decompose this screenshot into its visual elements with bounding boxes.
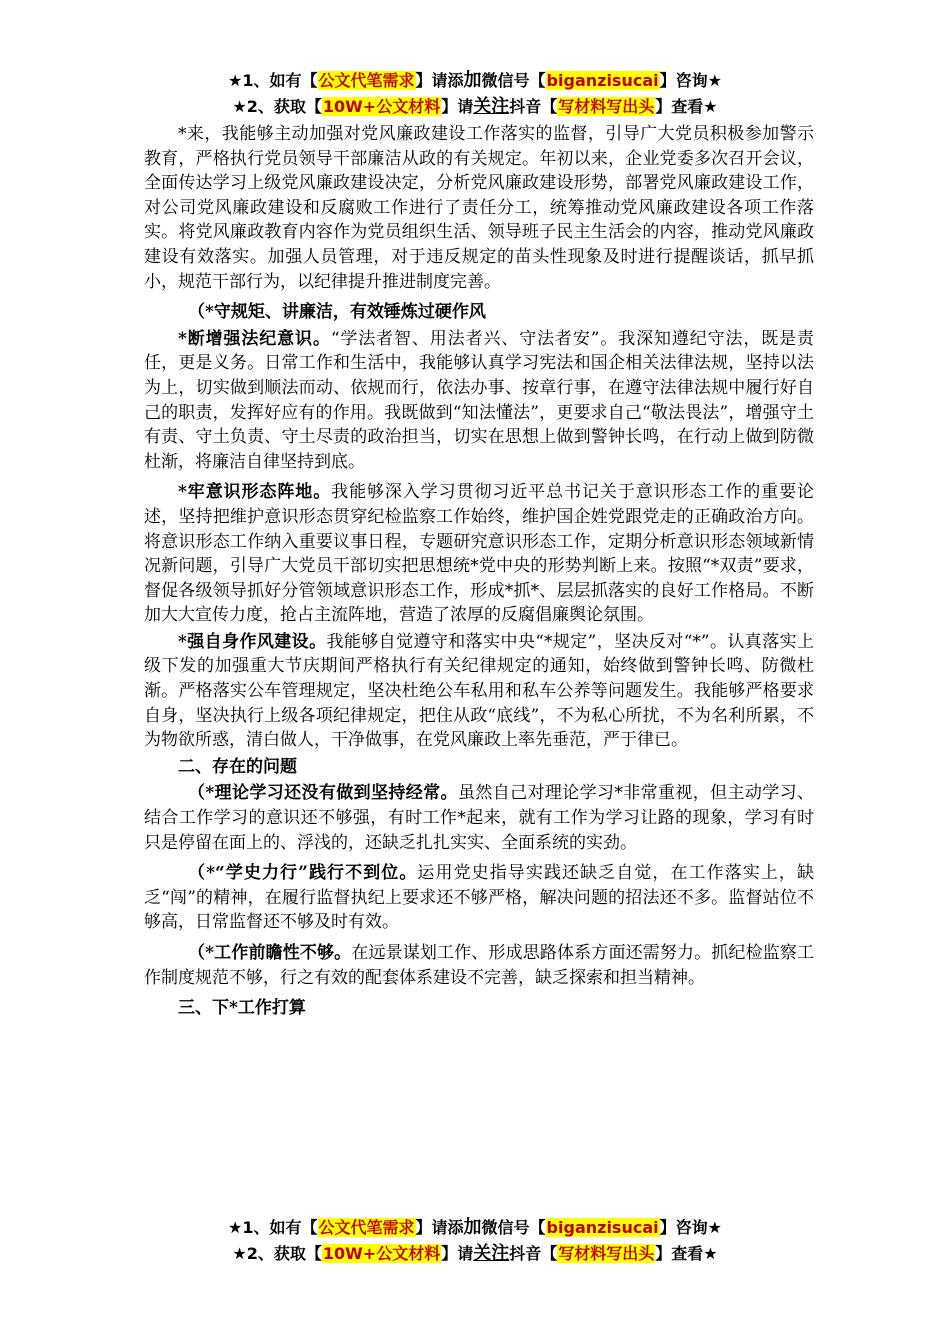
- banner-line-2: ★2、获取【10W+公文材料】请关注抖音【写材料写出头】查看★: [232, 96, 718, 117]
- highlight-service: 公文代笔需求: [318, 71, 415, 90]
- banner-line-1: ★1、如有【公文代笔需求】请添加微信号【biganzisucai】咨询★: [228, 70, 722, 91]
- section-heading: 三、下*工作打算: [178, 998, 306, 1019]
- paragraph: *强自身作风建设。我能够自觉遵守和落实中央“*规定”，坚决反对“*”。认真落实上级下发的加强重大节庆期间严格执行有关纪律规定的通知，始终做到警钟长鸣、防微杜渐。严格落实公车管理规定，坚决杜绝公车私用和私车公养等问题发生。我能够严格要求自身，坚决执行上级各项纪律规定，把住从政“底线”，不为私心所扰，不为名利所累，不为物欲所惑，清白做人，干净做事，在党风廉政上率先垂范，严于律已。: [144, 631, 815, 751]
- paragraph: *来，我能够主动加强对党风廉政建设工作落实的监督，引导广大党员积极参加警示教育，严格执行党员领导干部廉洁从政的有关规定。年初以来，企业党委多次召开会议，全面传达学习上级党风廉政建设决定，分析党风廉政建设形势，部署党风廉政建设工作，对公司党风廉政建设和反腐败工作进行了责任分工，统筹推动党风廉政建设各项工作落实。将党风廉政教育内容作为党员组织生活、领导班子民主生活会的内容，推动党风廉政建设有效落实。加强人员管理，对于违反规定的苗头性现象及时进行提醒谈话，抓早抓小，规范干部行为，以纪律提升推进制度完善。: [144, 124, 814, 292]
- paragraph: （*“学史力行”践行不到位。运用党史指导实践还缺乏自觉，在工作落实上，缺乏“闯”的精神，在履行监督执纪上要求还不够严格，解决问题的招法还不多。监督站位不够高，日常监督还不够及时有效。: [144, 863, 814, 933]
- highlight-wechat-id: biganzisucai: [546, 1218, 659, 1237]
- section-heading: （*守规矩、讲廉洁，有效锤炼过硬作风: [188, 302, 486, 323]
- paragraph: （*理论学习还没有做到坚持经常。虽然自己对理论学习*非常重视，但主动学习、结合工作学习的意识还不够强，有时工作*起来，就有工作为学习让路的现象，学习有时只是停留在面上的、浮浅的，还缺乏扎扎实实、全面系统的实劲。: [144, 783, 815, 853]
- header-banner: [0, 68, 950, 120]
- section-heading: 二、存在的问题: [178, 756, 297, 777]
- document-body: [144, 122, 814, 1021]
- footer-banner: [0, 1215, 950, 1267]
- highlight-materials: 10W+公文材料: [322, 1244, 441, 1263]
- paragraph: *断增强法纪意识。“学法者智、用法者兴、守法者安”。我深知遵纪守法，既是责任，更是义务。日常工作和生活中，我能够认真学习宪法和国企相关法律法规，坚持以法为上，切实做到顺法而动、依规而行，依法办事、按章行事，在遵守法律法规中履行好自己的职责，发挥好应有的作用。我既做到“知法懂法”，更要求自己“敬法畏法”，增强守土有责、守土负责、守土尽责的政治担当，切实在思想上做到警钟长鸣，在行动上做到防微杜渐，将廉洁自律坚持到底。: [144, 328, 814, 472]
- highlight-service: 公文代笔需求: [318, 1218, 415, 1237]
- highlight-materials: 10W+公文材料: [322, 97, 441, 116]
- banner-line-2: ★2、获取【10W+公文材料】请关注抖音【写材料写出头】查看★: [232, 1243, 718, 1264]
- highlight-douyin-account: 写材料写出头: [558, 1244, 655, 1263]
- paragraph: （*工作前瞻性不够。在远景谋划工作、形成思路体系方面还需努力。抓纪检监察工作制度规范不够，行之有效的配套体系建设不完善，缺乏探索和担当精神。: [144, 943, 815, 988]
- highlight-douyin-account: 写材料写出头: [558, 97, 655, 116]
- paragraph: *牢意识形态阵地。我能够深入学习贯彻习近平总书记关于意识形态工作的重要论述，坚持把维护意识形态贯穿纪检监察工作始终，维护国企姓党跟党走的正确政治方向。将意识形态工作纳入重要议事日程，专题研究意识形态工作，定期分析意识形态领域新情况新问题，引导广大党员干部切实把思想统*党中央的形势判断上来。按照“*双责”要求，督促各级领导抓好分管领域意识形态工作，形成*抓*、层层抓落实的良好工作格局。不断加大大宣传力度，抢占主流阵地，营造了浓厚的反腐倡廉舆论氛围。: [144, 482, 815, 626]
- banner-line-1: ★1、如有【公文代笔需求】请添加微信号【biganzisucai】咨询★: [228, 1217, 722, 1238]
- highlight-wechat-id: biganzisucai: [546, 71, 659, 90]
